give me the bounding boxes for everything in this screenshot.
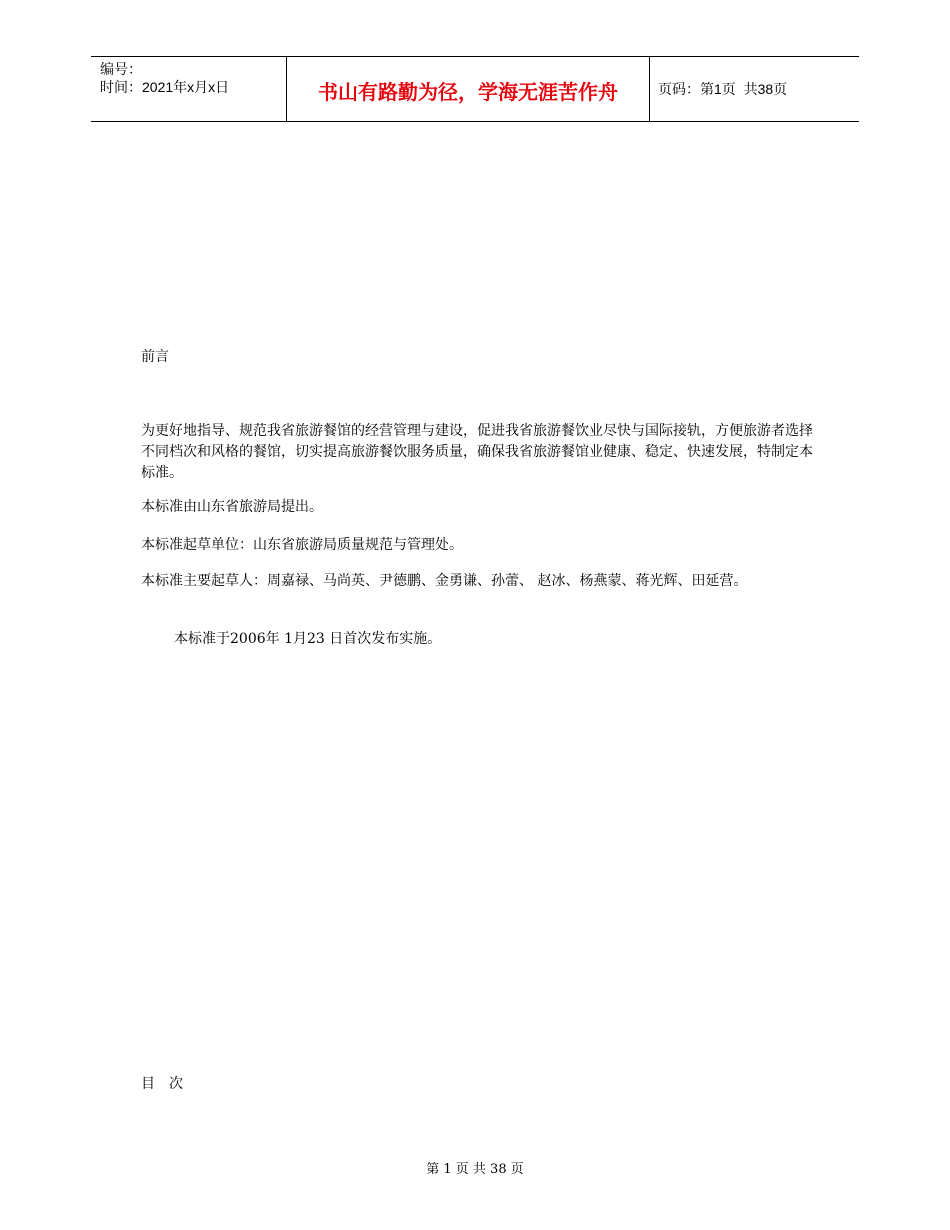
header-page-info <box>658 57 787 121</box>
page-number-text: 第1页 共38页 <box>700 81 788 97</box>
document-time <box>100 78 229 96</box>
header-divider <box>649 57 650 121</box>
toc-title: 目 次 <box>141 1076 183 1092</box>
document-number-label: 编号： <box>100 61 142 77</box>
header-info <box>100 60 229 96</box>
preface-paragraph: 本标准于2006年 1月23 日首次发布实施。 <box>174 631 442 647</box>
header-motto: 书山有路勤为径，学海无涯苦作舟 <box>318 79 618 104</box>
time-label: 时间： <box>100 79 142 95</box>
preface-paragraph: 本标准起草单位：山东省旅游局质量规范与管理处。 <box>141 537 463 553</box>
preface-paragraph: 为更好地指导、规范我省旅游餐馆的经营管理与建设，促进我省旅游餐饮业尽快与国际接轨，方便旅游者选择不同档次和风格的餐馆，切实提高旅游餐饮服务质量，确保我省旅游餐馆业健康、稳定、快速发展，特制定本标准。 <box>141 423 813 481</box>
page-footer <box>0 1158 950 1177</box>
preface-title: 前言 <box>141 349 169 365</box>
footer-page-number: 第 1 页 共 38 页 <box>426 1162 524 1177</box>
page-label: 页码： <box>658 81 700 97</box>
document-header <box>91 56 859 122</box>
time-value: 2021年x月x日 <box>142 79 230 95</box>
preface-paragraph: 本标准主要起草人：周嘉禄、马尚英、尹德鹏、金勇谦、孙蕾、 赵冰、杨燕蒙、蒋光辉、田延营。 <box>141 573 748 589</box>
preface-paragraph: 本标准由山东省旅游局提出。 <box>141 499 323 515</box>
